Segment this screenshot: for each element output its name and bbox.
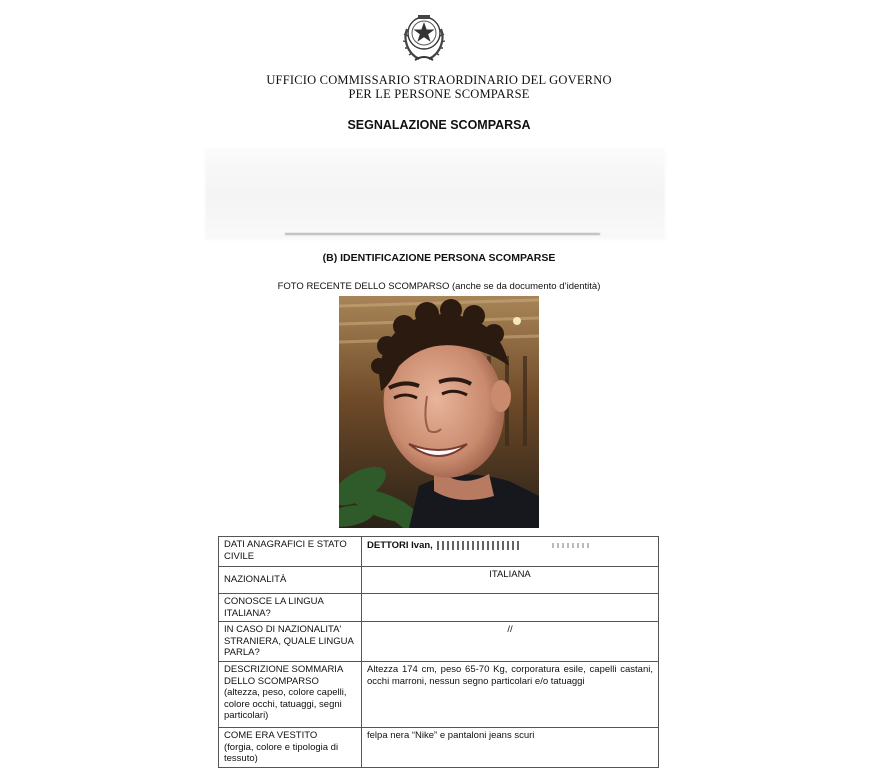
- label-clothing-hint: (forgia, colore e tipologia di tessuto): [224, 741, 339, 764]
- value-clothing: felpa nera “Nike” e pantaloni jeans scuri: [362, 728, 659, 768]
- label-knows-italian: CONOSCE LA LINGUA ITALIANA?: [219, 594, 362, 622]
- redacted-faint-text: [552, 543, 592, 548]
- value-personal-data: [362, 537, 659, 567]
- italian-republic-emblem-icon: [399, 9, 449, 65]
- label-nationality: NAZIONALITÀ: [219, 567, 362, 594]
- table-row: [219, 594, 659, 622]
- table-row: [219, 622, 659, 662]
- label-clothing: [219, 728, 362, 768]
- section-title: (B) IDENTIFICAZIONE PERSONA SCOMPARSE: [322, 252, 556, 264]
- document-title: SEGNALAZIONE SCOMPARSA: [347, 118, 531, 132]
- table-row: [219, 728, 659, 768]
- value-knows-italian: [362, 594, 659, 622]
- table-row: [219, 662, 659, 728]
- label-description-title: DESCRIZIONE SOMMARIA DELLO SCOMPARSO: [224, 664, 343, 687]
- value-foreign-language: //: [362, 622, 659, 662]
- office-heading: [200, 73, 678, 101]
- label-description: [219, 662, 362, 728]
- label-foreign-language: IN CASO DI NAZIONALITA' STRANIERA, QUALE LINGUA PARLA?: [219, 622, 362, 662]
- label-description-hint: (altezza, peso, colore capelli, colore occhi, tatuaggi, segni particolari): [224, 687, 347, 721]
- label-clothing-title: COME ERA VESTITO: [224, 730, 318, 741]
- redacted-scribble: [437, 541, 522, 550]
- office-line-2: PER LE PERSONE SCOMPARSE: [348, 87, 530, 101]
- redacted-line: [285, 233, 600, 235]
- identification-table: [218, 536, 659, 768]
- label-personal-data: DATI ANAGRAFICI E STATO CIVILE: [219, 537, 362, 567]
- value-description: Altezza 174 cm, peso 65-70 Kg, corporatura esile, capelli castani, occhi marroni, nessun segno particolari e/o tatuaggi: [362, 662, 659, 728]
- table-row: [219, 567, 659, 594]
- table-row: [219, 537, 659, 567]
- missing-person-photo: [339, 296, 539, 528]
- value-nationality: ITALIANA: [362, 567, 659, 594]
- redacted-area: [205, 148, 665, 240]
- photo-caption: FOTO RECENTE DELLO SCOMPARSO (anche se da documento d’identità): [277, 281, 601, 292]
- missing-person-name: DETTORI Ivan,: [367, 540, 433, 551]
- office-line-1: UFFICIO COMMISSARIO STRAORDINARIO DEL GOVERNO: [266, 73, 612, 87]
